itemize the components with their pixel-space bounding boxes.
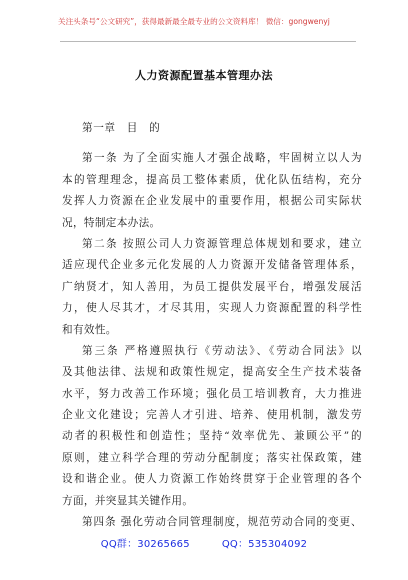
body-line: 水平，努力改善工作环境；强化员工培训教育，大力推进 bbox=[62, 387, 362, 400]
body-line: 况，特制定本办法。 bbox=[62, 216, 161, 229]
body-line: 第二条 按照公司人力资源管理总体规划和要求，建立 bbox=[82, 237, 362, 250]
document-title: 人力资源配置基本管理办法 bbox=[135, 69, 273, 82]
header-divider bbox=[60, 41, 356, 42]
body-line: 第一条 为了全面实施人才强企战略，牢固树立以人为 bbox=[82, 152, 362, 165]
body-line: 动者的积极性和创造性；坚持“效率优先、兼顾公平”的 bbox=[62, 430, 362, 443]
footer-qq-number: QQ：535304092 bbox=[221, 539, 308, 550]
footer-contact bbox=[0, 535, 408, 550]
body-line: 第四条 强化劳动合同管理制度，规范劳动合同的变更、 bbox=[82, 516, 362, 529]
footer-qq-group: QQ群：30265665 bbox=[100, 539, 190, 550]
body-line: 企业文化建设；完善人才引进、培养、使用机制，激发劳 bbox=[62, 409, 362, 422]
body-line: 广纳贤才，知人善用，为员工提供发展平台，增强发展活 bbox=[62, 280, 362, 293]
body-line: 第三条 严格遵照执行《劳动法》、《劳动合同法》以 bbox=[82, 344, 362, 357]
body-line: 原则，建立科学合理的劳动分配制度；落实社保政策，建 bbox=[62, 451, 362, 464]
chapter-heading: 第一章 目 的 bbox=[82, 122, 161, 134]
body-line: 发挥人力资源在企业发展中的重要作用，根据公司实际状 bbox=[62, 195, 362, 208]
body-line: 设和谐企业。使人力资源工作始终贯穿于企业管理的各个 bbox=[62, 473, 362, 486]
body-line: 力，使人尽其才，才尽其用，实现人力资源配置的科学性 bbox=[62, 302, 362, 315]
document-body bbox=[62, 118, 362, 533]
body-line: 方面，并突显其关键作用。 bbox=[62, 494, 194, 507]
body-line: 和有效性。 bbox=[62, 323, 117, 336]
body-line: 及其他法律、法规和政策性规定，提高安全生产技术装备 bbox=[62, 366, 362, 379]
body-line: 本的管理理念，提高员工整体素质，优化队伍结构，充分 bbox=[62, 173, 362, 186]
header-notice: 关注头条号“公文研究”，获得最新最全最专业的公文资料库！ 微信：gongwenyj bbox=[58, 17, 330, 26]
body-line: 适应现代企业多元化发展的人力资源开发储备管理体系， bbox=[62, 259, 362, 272]
